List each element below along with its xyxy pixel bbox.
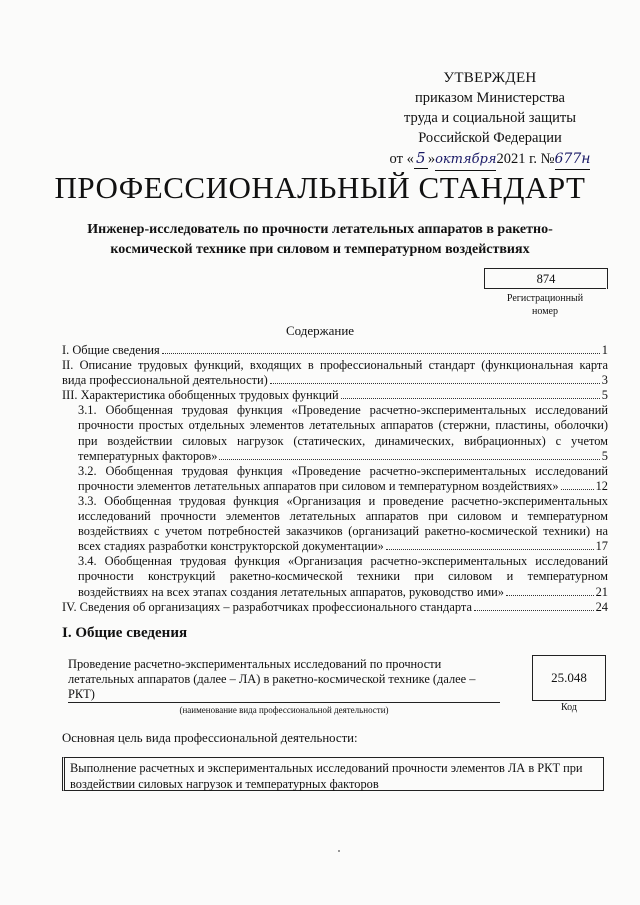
goal-line-2: воздействии силовых нагрузок и температурных факторов [70,777,379,791]
toc-page: 24 [595,599,608,614]
activity-code-box: 25.048 [532,655,606,701]
date-day-handwritten: 5 [414,148,428,169]
toc-entry-3-4[interactable]: 3.4. Обобщенная трудовая функция «Организация расчетно-экспериментальных исследований прочности конструкций ракетно-космической техники при силовом и температурном воздействиях на всех этапах создания летательных аппаратов, руководство ими» 21 [78,554,608,599]
activity-underline [68,702,500,703]
standard-name-line-1: Инженер-исследователь по прочности летательных аппаратов в ракетно- [87,222,553,237]
toc-entry-iv[interactable]: IV. Сведения об организациях – разработчиках профессионального стандарта 24 [62,599,608,614]
approval-line-country: Российской Федерации [418,130,562,146]
toc-page: 3 [601,373,608,388]
activity-name-line-3: РКТ) [68,687,95,701]
table-of-contents [62,343,608,615]
date-prefix: от « [389,151,414,167]
toc-page: 17 [595,539,608,554]
toc-page: 1 [601,343,608,357]
order-number-handwritten: 677н [555,149,591,170]
approval-block [380,68,600,171]
toc-entry-i[interactable] [62,343,608,358]
toc-entry-3-1[interactable]: 3.1. Обобщенная трудовая функция «Проведение расчетно-экспериментальных исследований прочности простых отдельных элементов летательных аппаратов (стержни, пластины, оболочки) при воздействии силовых нагрузок (статических, динамических, вибрационных) с учетом температурных факторов» 5 [78,403,608,463]
activity-name [68,657,498,702]
date-sep: » [427,151,436,167]
toc-entry-ii[interactable]: II. Описание трудовых функций, входящих в профессиональный стандарт (функциональная карта вида профессиональной деятельности) 3 [62,358,608,388]
toc-page: 5 [601,448,608,463]
approval-date-line [380,148,600,171]
toc-entry-3-3[interactable]: 3.3. Обобщенная трудовая функция «Организация и проведение расчетно-экспериментальных исследований прочности элементов летательных аппаратов при силовом и температурном воздействиях с учетом потребностей заказчиков (организаций ракетно-космической техники) на всех стадиях разработки конструкторской документации» 17 [78,493,608,554]
date-year: 2021 г. № [496,151,555,167]
goal-label: Основная цель вида профессиональной деятельности: [62,731,358,745]
section-title: I. Общие сведения [62,625,188,641]
approval-status: УТВЕРЖДЕН [443,70,537,86]
activity-caption: (наименование вида профессиональной деятельности) [179,705,389,715]
registration-label-line-2: номер [532,306,558,317]
approval-line-order: приказом Министерства [415,90,565,106]
toc-entry-3-2[interactable]: 3.2. Обобщенная трудовая функция «Проведение расчетно-экспериментальных исследований прочности элементов летательных аппаратов при силовом и температурном воздействиях» 12 [78,463,608,493]
approval-line-ministry: труда и социальной защиты [404,110,576,126]
standard-name-line-2: космической технике при силовом и температурном воздействиях [110,242,530,257]
toc-entry-text: I. Общие сведения [62,343,160,357]
toc-page: 12 [595,478,608,493]
registration-number-box: 874 [484,268,608,289]
goal-line-1: Выполнение расчетных и экспериментальных исследований прочности элементов ЛА в РКТ при [70,761,583,775]
date-month-handwritten: октября [435,150,496,171]
standard-name [70,220,570,260]
registration-label-line-1: Регистрационный [506,293,584,304]
activity-code-caption: Код [561,702,577,713]
goal-box [62,757,604,791]
document-title: ПРОФЕССИОНАЛЬНЫЙ СТАНДАРТ [54,170,586,205]
toc-page: 21 [595,584,608,599]
toc-heading: Содержание [285,323,355,338]
activity-name-line-2: летательных аппаратов (далее – ЛА) в ракетно-космической технике (далее – [68,672,476,686]
toc-page: 5 [601,388,608,403]
registration-underline [484,288,606,289]
scan-speck [338,850,340,852]
toc-entry-iii[interactable]: III. Характеристика обобщенных трудовых функций 5 [62,388,608,403]
registration-label [484,292,606,318]
activity-name-line-1: Проведение расчетно-экспериментальных исследований по прочности [68,657,442,671]
